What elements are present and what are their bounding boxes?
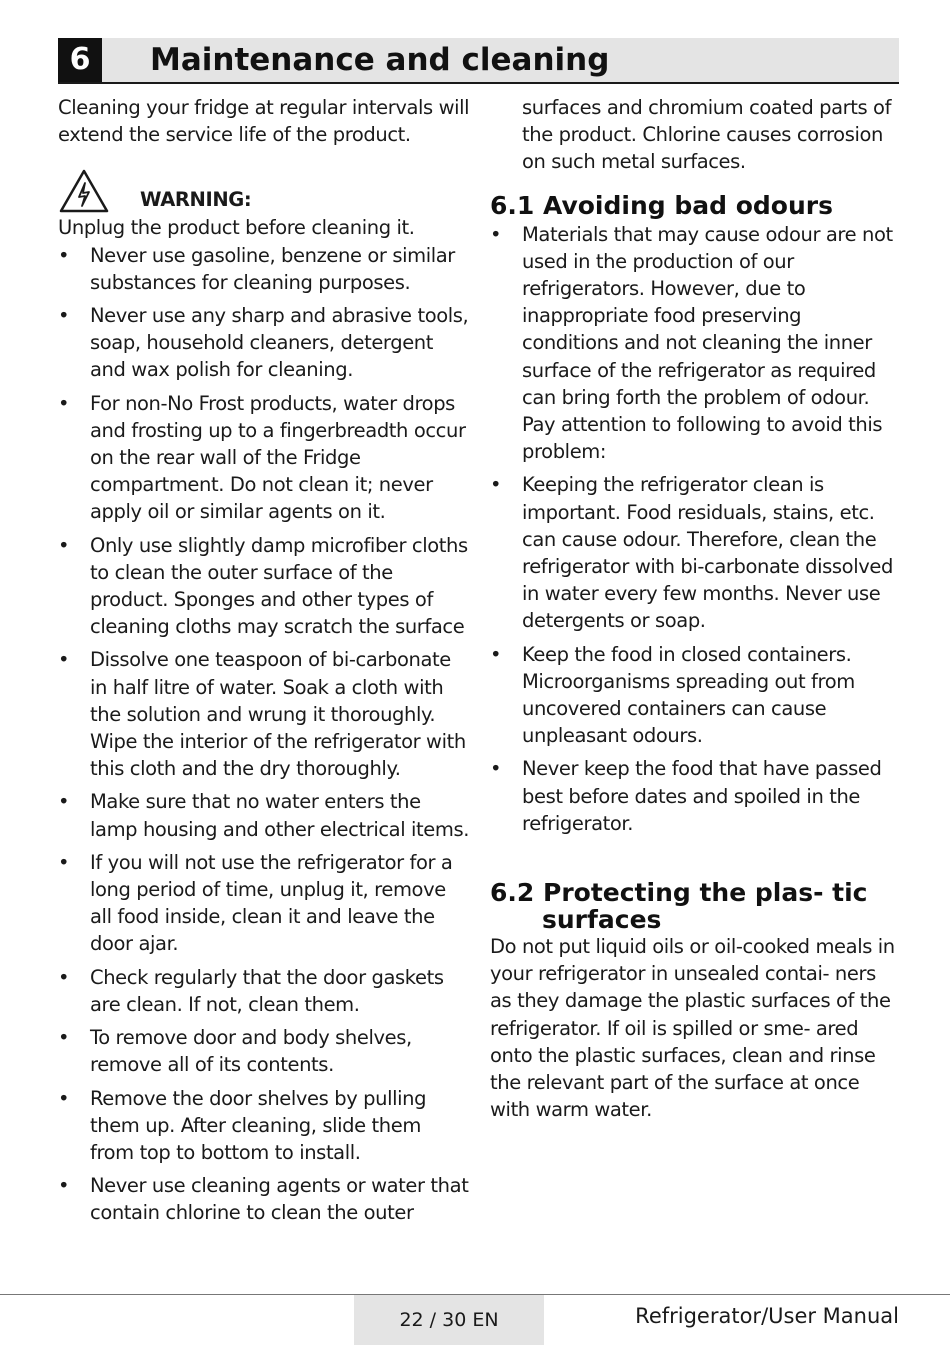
list-item: • Never keep the food that have passed best before dates and spoiled in the refrigerator. <box>490 755 902 837</box>
list-item: • For non-No Frost products, water drops and frosting up to a fingerbreadth occur on the rear wall of the Fridge compartment. Do not clean it; never apply oil or similar agents on it. <box>58 390 470 526</box>
list-item: • Dissolve one teaspoon of bi-carbonate in half litre of water. Soak a cloth with the solution and wrung it thoroughly. Wipe the interior of the refrigerator with this cloth and the dry thoroughly. <box>58 646 470 782</box>
intro-paragraph: Cleaning your fridge at regular intervals will extend the service life of the product. <box>58 96 470 147</box>
list-item: • Check regularly that the door gaskets are clean. If not, clean them. <box>58 964 470 1018</box>
plastic-heading: 6.2 Protecting the plas- tic surfaces <box>490 878 868 935</box>
section-header <box>58 38 899 84</box>
manual-title: Refrigerator/User Manual <box>635 1304 899 1328</box>
section-number: 6 <box>58 38 102 82</box>
electric-hazard-icon <box>58 168 110 221</box>
warning-label: WARNING: <box>140 188 252 212</box>
left-column <box>58 94 470 1227</box>
list-item: • Never use cleaning agents or water that contain chlorine to clean the outer <box>58 1172 470 1226</box>
list-item: • Never use any sharp and abrasive tools, soap, household cleaners, detergent and wax polish for cleaning. <box>58 302 470 384</box>
warning-text: Unplug the product before cleaning it. <box>58 216 415 240</box>
list-item: • If you will not use the refrigerator for a long period of time, unplug it, remove all food inside, clean it and leave the door ajar. <box>58 849 470 958</box>
list-item: • Only use slightly damp microfiber cloths to clean the outer surface of the product. Sponges and other types of cleaning cloths may scratch the surface <box>58 532 470 641</box>
cleaning-list <box>58 242 470 1227</box>
section-title: Maintenance and cleaning <box>150 42 610 78</box>
list-item: • Keep the food in closed containers. Microorganisms spreading out from uncovered containers can cause unpleasant odours. <box>490 641 902 750</box>
list-item: • Keeping the refrigerator clean is important. Food residuals, stains, etc. can cause odour. Therefore, clean the refrigerator with bi-carbonate dissolved in water every few months. Never use detergents or soap. <box>490 471 902 634</box>
odours-heading: 6.1 Avoiding bad odours <box>490 190 833 220</box>
warning-block <box>58 168 470 214</box>
list-item: • Never use gasoline, benzene or similar substances for cleaning purposes. <box>58 242 470 296</box>
list-item: • Remove the door shelves by pulling them up. After cleaning, slide them from top to bottom to install. <box>58 1085 470 1167</box>
list-item: • Make sure that no water enters the lamp housing and other electrical items. <box>58 788 470 842</box>
list-item: • Materials that may cause odour are not used in the production of our refrigerators. However, due to inappropriate food preserving conditions and not cleaning the inner surface of the refrigerator as required can bring forth the problem of odour. Pay attention to following to avoid this problem: <box>490 221 902 466</box>
list-item: • To remove door and body shelves, remove all of its contents. <box>58 1024 470 1078</box>
page-number: 22 / 30 EN <box>354 1295 544 1345</box>
plastic-paragraph: Do not put liquid oils or oil-cooked meals in your refrigerator in unsealed contai- ners as they damage the plastic surfaces of the refrigerator. If oil is spilled or sme- ared onto the plastic surfaces, clean and rinse the relevant part of the surface at once with warm water. <box>490 935 895 1122</box>
right-column <box>490 94 902 1124</box>
odours-list <box>490 221 902 837</box>
continued-list-text: surfaces and chromium coated parts of the product. Chlorine causes corrosion on such metal surfaces. <box>522 96 892 174</box>
